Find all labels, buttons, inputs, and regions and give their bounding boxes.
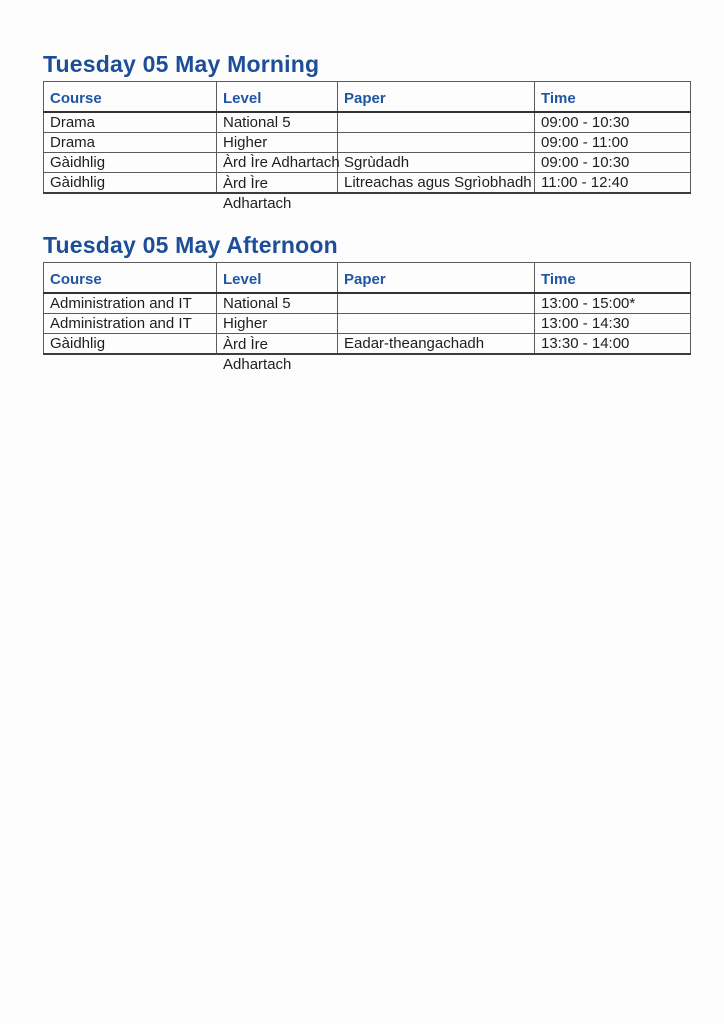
time-cell (535, 314, 691, 334)
level-cell (217, 293, 338, 314)
level-cell (217, 133, 338, 153)
time-column-header: Time (535, 263, 691, 294)
course-column-header: Course (44, 263, 217, 294)
paper-cell (338, 173, 535, 194)
course-cell (44, 133, 217, 153)
table-row (44, 314, 691, 334)
level-cell (217, 314, 338, 334)
header-row (44, 263, 691, 294)
level-cell (217, 153, 338, 173)
level-value: Higher (223, 134, 268, 151)
paper-cell (338, 293, 535, 314)
level-value: National 5 (223, 114, 291, 131)
time-cell (535, 173, 691, 194)
level-column-header: Level (217, 263, 338, 294)
course-column-header: Course (44, 82, 217, 113)
paper-cell (338, 153, 535, 173)
time-cell (535, 133, 691, 153)
level-value: Àrd Ìre Adhartach (223, 154, 340, 171)
table-row (44, 293, 691, 314)
time-cell (535, 153, 691, 173)
course-cell (44, 112, 217, 133)
time-value: 09:00 - 10:30 (541, 114, 630, 131)
time-value: 11:00 - 12:40 (541, 174, 629, 191)
time-value: 09:00 - 11:00 (541, 134, 629, 151)
course-cell (44, 314, 217, 334)
level-column-header: Level (217, 82, 338, 113)
time-value: 09:00 - 10:30 (541, 154, 630, 171)
afternoon-table (43, 262, 691, 373)
time-cell (535, 334, 691, 355)
level-cell (217, 112, 338, 133)
paper-cell (338, 112, 535, 133)
paper-cell (338, 314, 535, 334)
course-cell (44, 153, 217, 173)
paper-column-header: Paper (338, 82, 535, 113)
time-cell (535, 112, 691, 133)
time-value: 13:00 - 14:30 (541, 315, 630, 332)
level-cell (217, 173, 338, 212)
paper-value: Sgrùdadh (344, 154, 410, 171)
time-value: 13:00 - 15:00* (541, 295, 636, 312)
paper-cell (338, 133, 535, 153)
paper-value: Litreachas agus Sgrìobhadh (344, 174, 532, 191)
course-cell (44, 173, 217, 194)
course-value: Gàidhlig (50, 335, 106, 352)
morning-section (43, 51, 690, 212)
course-value: Drama (50, 134, 96, 151)
course-value: Drama (50, 114, 96, 131)
paper-value: Eadar-theangachadh (344, 335, 485, 352)
table-row (44, 173, 691, 194)
level-value: Higher (223, 315, 268, 332)
afternoon-title: Tuesday 05 May Afternoon (43, 232, 338, 258)
level-cell (217, 334, 338, 373)
table-row (44, 334, 691, 355)
afternoon-section (43, 232, 690, 373)
course-value: Gàidhlig (50, 154, 106, 171)
level-value: Àrd Ìre Adhartach (223, 175, 292, 212)
level-value: Àrd Ìre Adhartach (223, 336, 292, 373)
table-row (44, 153, 691, 173)
time-value: 13:30 - 14:00 (541, 335, 630, 352)
course-cell (44, 334, 217, 355)
morning-table (43, 81, 691, 212)
table-row (44, 112, 691, 133)
course-cell (44, 293, 217, 314)
course-value: Gàidhlig (50, 174, 106, 191)
time-cell (535, 293, 691, 314)
course-value: Administration and IT (50, 295, 192, 312)
table-row (44, 133, 691, 153)
level-value: National 5 (223, 295, 291, 312)
paper-column-header: Paper (338, 263, 535, 294)
paper-cell (338, 334, 535, 355)
course-value: Administration and IT (50, 315, 192, 332)
morning-title: Tuesday 05 May Morning (43, 51, 320, 77)
time-column-header: Time (535, 82, 691, 113)
header-row (44, 82, 691, 113)
